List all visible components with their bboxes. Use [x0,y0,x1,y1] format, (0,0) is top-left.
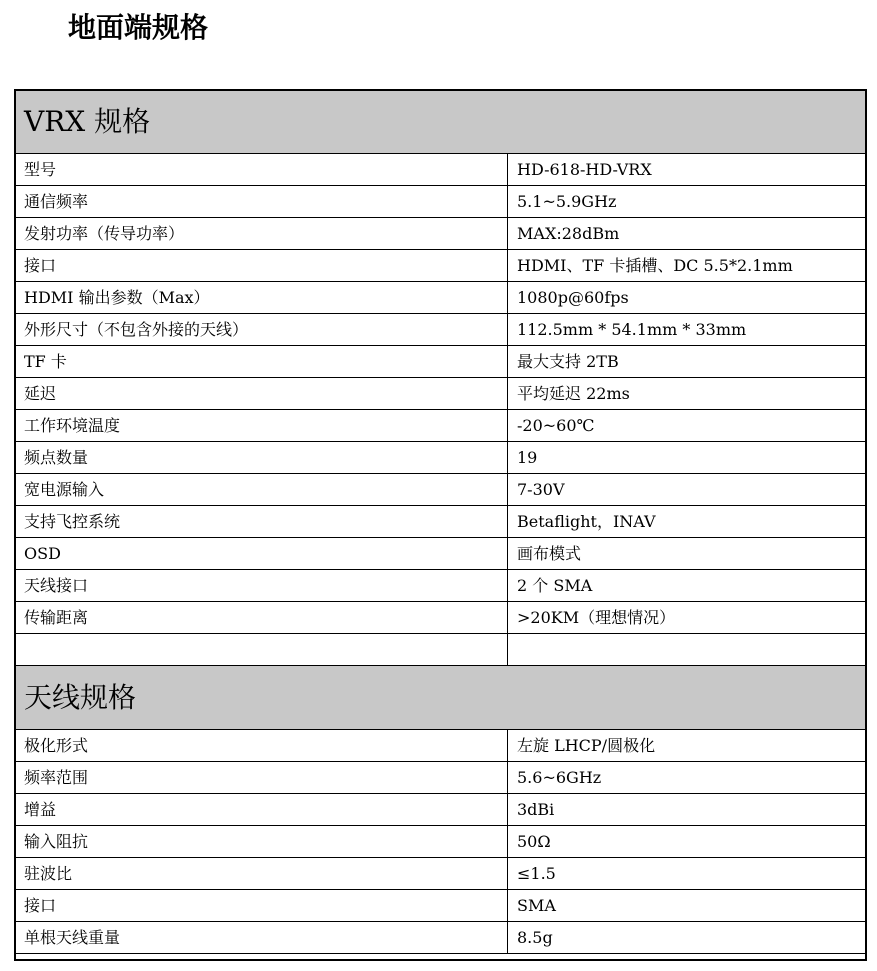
spec-value: >20KM（理想情况） [508,602,866,634]
spec-label: 频点数量 [15,442,508,474]
table-row [15,282,866,314]
table-row [15,570,866,602]
spec-value: 左旋 LHCP/圆极化 [508,730,866,762]
table-row [15,922,866,954]
spec-value: 112.5mm * 54.1mm * 33mm [508,314,866,346]
spec-value: MAX:28dBm [508,218,866,250]
antenna-section-title: 天线规格 [15,666,866,730]
spec-value: 画布模式 [508,538,866,570]
spec-value: 5.6~6GHz [508,762,866,794]
table-row [15,538,866,570]
spec-label: 增益 [15,794,508,826]
table-row [15,442,866,474]
spec-label: 输入阻抗 [15,826,508,858]
table-row [15,506,866,538]
table-row [15,218,866,250]
table-row [15,314,866,346]
spec-value: SMA [508,890,866,922]
spec-value: 最大支持 2TB [508,346,866,378]
spec-value: ≤1.5 [508,858,866,890]
spec-label: 接口 [15,250,508,282]
table-row [15,730,866,762]
table-row [15,858,866,890]
spec-label: 型号 [15,154,508,186]
table-row [15,474,866,506]
spec-label: 延迟 [15,378,508,410]
page-title: 地面端规格 [68,11,209,44]
spec-label: 单根天线重量 [15,922,508,954]
spec-value: 平均延迟 22ms [508,378,866,410]
spec-value: 19 [508,442,866,474]
spec-value: 1080p@60fps [508,282,866,314]
table-row [15,794,866,826]
spec-label: TF 卡 [15,346,508,378]
spec-label: 频率范围 [15,762,508,794]
spec-label: 宽电源输入 [15,474,508,506]
spec-label: 通信频率 [15,186,508,218]
spec-label: OSD [15,538,508,570]
table-row [15,250,866,282]
spec-label [15,634,508,666]
table-row [15,378,866,410]
spec-label: 外形尺寸（不包含外接的天线） [15,314,508,346]
spec-value: 50Ω [508,826,866,858]
table-row [15,826,866,858]
spec-label: 支持飞控系统 [15,506,508,538]
blank-row [15,634,866,666]
spec-label: 传输距离 [15,602,508,634]
spec-label: 发射功率（传导功率） [15,218,508,250]
spec-value: 2 个 SMA [508,570,866,602]
spec-label: 接口 [15,890,508,922]
spec-value: Betaflight，INAV [508,506,866,538]
vrx-section-title: VRX 规格 [15,90,866,154]
spec-label: HDMI 输出参数（Max） [15,282,508,314]
table-row [15,890,866,922]
vrx-section-header [15,90,866,154]
spec-label: 工作环境温度 [15,410,508,442]
spec-table [14,89,866,954]
spec-label: 天线接口 [15,570,508,602]
spec-value: 3dBi [508,794,866,826]
spec-value: HD-618-HD-VRX [508,154,866,186]
spec-value: -20~60℃ [508,410,866,442]
spec-value: 7-30V [508,474,866,506]
spec-value: HDMI、TF 卡插槽、DC 5.5*2.1mm [508,250,866,282]
spec-value: 8.5g [508,922,866,954]
table-row [15,602,866,634]
table-row [15,346,866,378]
antenna-section-header [15,666,866,730]
spec-label: 极化形式 [15,730,508,762]
table-row [15,762,866,794]
table-row [15,186,866,218]
spec-value [508,634,866,666]
spec-label: 驻波比 [15,858,508,890]
spec-value: 5.1~5.9GHz [508,186,866,218]
table-row [15,154,866,186]
table-row [15,410,866,442]
